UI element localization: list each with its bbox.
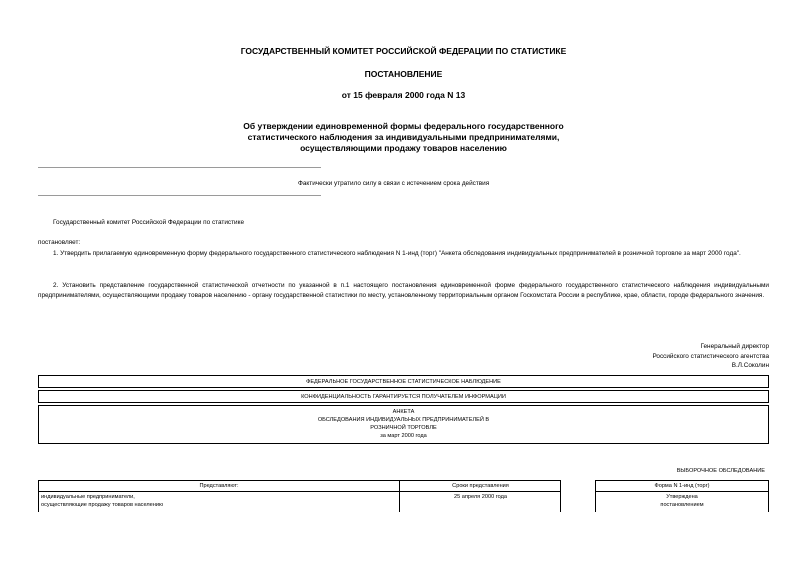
questionnaire-line-1: АНКЕТА bbox=[392, 409, 415, 415]
title-line-1: Об утверждении единовременной формы федерального государственного bbox=[243, 121, 564, 131]
approval-line-2: постановлением bbox=[660, 502, 704, 508]
form-number-box bbox=[595, 480, 769, 512]
document-date-number: от 15 февраля 2000 года N 13 bbox=[341, 90, 466, 100]
reporting-table bbox=[38, 480, 561, 512]
observation-box bbox=[38, 375, 769, 388]
signatory-name: В.Л.Соколин bbox=[731, 362, 769, 370]
document-type: ПОСТАНОВЛЕНИЕ bbox=[364, 69, 443, 79]
status-note: Фактически утратило силу в связи с истечением срока действия bbox=[298, 180, 490, 187]
issuer-paragraph: Государственный комитет Российской Федерации по статистике bbox=[53, 219, 245, 226]
confidentiality-box bbox=[38, 390, 769, 403]
signature-block bbox=[652, 342, 769, 371]
signatory-agency: Российского статистического агентства bbox=[652, 352, 769, 360]
confidentiality-label: КОНФИДЕНЦИАЛЬНОСТЬ ГАРАНТИРУЕТСЯ ПОЛУЧАТЕЛЕМ ИНФОРМАЦИИ bbox=[301, 394, 506, 400]
decree-item-2: 2. Установить представление государственной статистической отчетности по указанной в п.1 настоящего постановления единовременной форме федерального государственного статистического наблюдения индивидуальными предпринимателями, осуществляющими продажу товаров населению - органу государственной статистики по месту, установленному территориальным органом Госкомстата России в республике, крае, области, городе федерального значения. bbox=[38, 282, 769, 299]
decree-item-1: 1. Утвердить прилагаемую единовременную форму федерального государственного статистического наблюдения N 1-инд (торг) "Анкета обследования индивидуальных предпринимателей в розничной торговле за март 2000 года". bbox=[53, 250, 741, 257]
respondents-line-1: индивидуальные предприниматели, bbox=[41, 494, 135, 500]
title-line-3: осуществляющими продажу товаров населению bbox=[300, 143, 507, 153]
sample-survey-label: ВЫБОРОЧНОЕ ОБСЛЕДОВАНИЕ bbox=[676, 468, 765, 474]
form-approval bbox=[596, 493, 768, 509]
respondents-line-2: осуществляющие продажу товаров населению bbox=[41, 502, 164, 508]
questionnaire-box bbox=[38, 405, 769, 444]
observation-label: ФЕДЕРАЛЬНОЕ ГОСУДАРСТВЕННОЕ СТАТИСТИЧЕСКОЕ НАБЛЮДЕНИЕ bbox=[306, 379, 501, 385]
table-header-divider bbox=[39, 491, 560, 492]
approval-line-1: Утверждена bbox=[666, 494, 698, 500]
title-line-2: статистического наблюдения за индивидуальными предпринимателями, bbox=[247, 132, 560, 142]
column-header-when: Сроки представления bbox=[452, 483, 509, 489]
respondents-cell bbox=[41, 493, 163, 509]
questionnaire-line-3: РОЗНИЧНОЙ ТОРГОВЛЕ bbox=[370, 425, 437, 431]
column-header-who: Представляют: bbox=[199, 483, 239, 489]
decrees-word: постановляет: bbox=[38, 239, 81, 246]
divider-bottom bbox=[38, 195, 321, 196]
questionnaire-title bbox=[39, 408, 768, 440]
form-number-label: Форма N 1-инд (торг) bbox=[654, 483, 710, 489]
divider-top bbox=[38, 167, 321, 168]
document-title bbox=[0, 121, 807, 154]
committee-heading: ГОСУДАРСТВЕННЫЙ КОМИТЕТ РОССИЙСКОЙ ФЕДЕРАЦИИ ПО СТАТИСТИКЕ bbox=[240, 46, 567, 56]
form-box-divider bbox=[596, 491, 768, 492]
questionnaire-line-2: ОБСЛЕДОВАНИЯ ИНДИВИДУАЛЬНЫХ ПРЕДПРИНИМАТЕЛЕЙ В bbox=[317, 417, 490, 423]
signatory-position: Генеральный директор bbox=[700, 343, 769, 350]
deadline-cell: 25 апреля 2000 года bbox=[453, 494, 508, 500]
questionnaire-line-4: за март 2000 года bbox=[380, 433, 427, 439]
